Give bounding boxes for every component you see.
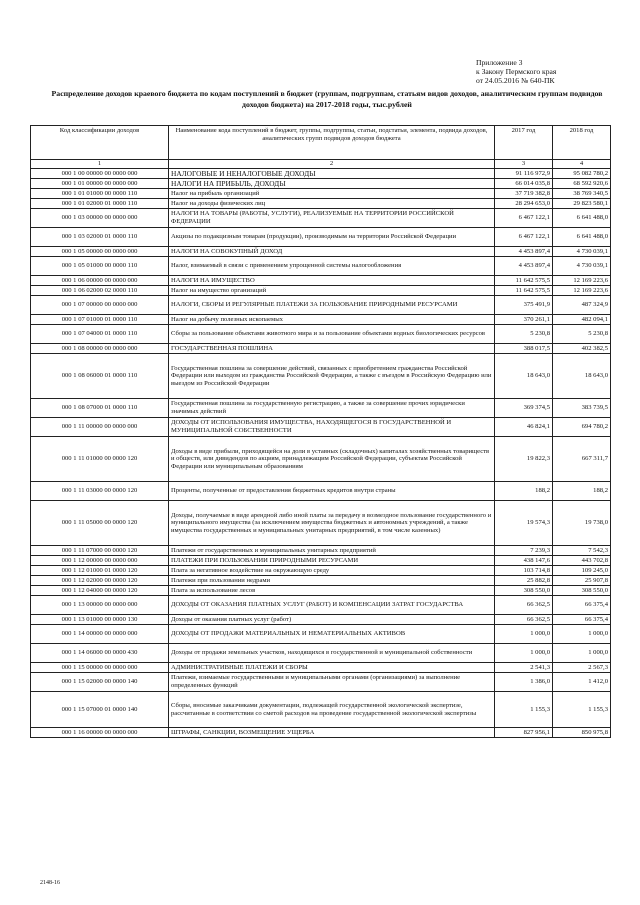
table-row: [31, 586, 611, 596]
amount-2017-cell: 5 230,8: [495, 325, 553, 344]
income-name-cell: Плата за негативное воздействие на окружающую среду: [169, 566, 495, 576]
income-name-cell: НАЛОГОВЫЕ И НЕНАЛОГОВЫЕ ДОХОДЫ: [169, 169, 495, 179]
income-code-cell: 000 1 06 02000 02 0000 110: [31, 286, 169, 296]
amount-2018-cell: 1 412,0: [553, 673, 611, 692]
income-code-cell: 000 1 03 02000 01 0000 110: [31, 228, 169, 247]
income-name-cell: Государственная пошлина за совершение действий, связанных с приобретением гражданства Российской Федерации или выходом из гражданства Российской Федерации, а также с въездом в Российскую Федерацию или выездом из Российской Федерации: [169, 354, 495, 399]
income-name-cell: ДОХОДЫ ОТ ИСПОЛЬЗОВАНИЯ ИМУЩЕСТВА, НАХОДЯЩЕГОСЯ В ГОСУДАРСТВЕННОЙ И МУНИЦИПАЛЬНОЙ СОБСТВЕННОСТИ: [169, 418, 495, 437]
amount-2017-cell: 1 155,3: [495, 692, 553, 728]
income-name-cell: НАЛОГИ НА СОВОКУПНЫЙ ДОХОД: [169, 247, 495, 257]
header-code: Код классификации доходов: [31, 126, 169, 160]
column-index: 3: [495, 160, 553, 169]
appendix-line-1: Приложение 3: [476, 58, 523, 67]
document-title: Распределение доходов краевого бюджета по кодам поступлений в бюджет (группам, подгруппам, статьям видов доходов, аналитическим группам подвидов доходов бюджета) на 2017-2018 годы, тыс.рублей: [51, 89, 603, 109]
table-row: [31, 247, 611, 257]
income-code-cell: 000 1 16 00000 00 0000 000: [31, 728, 169, 738]
table-row: [31, 482, 611, 501]
amount-2018-cell: 308 550,0: [553, 586, 611, 596]
income-name-cell: Налог на имущество организаций: [169, 286, 495, 296]
income-name-cell: Платежи, взимаемые государственными и муниципальными органами (организациями) за выполнение определенных функций: [169, 673, 495, 692]
income-name-cell: НАЛОГИ НА ТОВАРЫ (РАБОТЫ, УСЛУГИ), РЕАЛИЗУЕМЫЕ НА ТЕРРИТОРИИ РОССИЙСКОЙ ФЕДЕРАЦИИ: [169, 209, 495, 228]
amount-2018-cell: 25 907,8: [553, 576, 611, 586]
table-row: [31, 576, 611, 586]
table-row: [31, 625, 611, 644]
income-code-cell: 000 1 05 01000 00 0000 110: [31, 257, 169, 276]
income-name-cell: Доходы в виде прибыли, приходящейся на доли в уставных (складочных) капиталах хозяйственных товариществ и обществ, или дивидендов по акциям, принадлежащим Российской Федерации, субъектам Российской Федерации или муниципальным образованиям: [169, 437, 495, 482]
income-name-cell: Государственная пошлина за государственную регистрацию, а также за совершение прочих юридически значимых действий: [169, 399, 495, 418]
income-code-cell: 000 1 13 00000 00 0000 000: [31, 596, 169, 615]
table-row: [31, 286, 611, 296]
income-name-cell: Доходы, получаемые в виде арендной либо иной платы за передачу в возмездное пользование государственного и муниципального имущества (за исключением имущества бюджетных и автономных учреждений, а также имущества государственных и муниципальных унитарных предприятий, в том числе казенных): [169, 501, 495, 546]
header-2017: 2017 год: [495, 126, 553, 160]
amount-2018-cell: 850 975,8: [553, 728, 611, 738]
amount-2017-cell: 369 374,5: [495, 399, 553, 418]
amount-2017-cell: 19 574,3: [495, 501, 553, 546]
amount-2018-cell: 487 324,9: [553, 296, 611, 315]
amount-2017-cell: 91 116 972,9: [495, 169, 553, 179]
income-code-cell: 000 1 01 02000 01 0000 110: [31, 199, 169, 209]
income-code-cell: 000 1 14 00000 00 0000 000: [31, 625, 169, 644]
income-code-cell: 000 1 12 02000 00 0000 120: [31, 576, 169, 586]
table-row: [31, 673, 611, 692]
amount-2017-cell: 188,2: [495, 482, 553, 501]
appendix-line-3: от 24.05.2016 № 640-ПК: [476, 76, 555, 85]
income-name-cell: ДОХОДЫ ОТ ОКАЗАНИЯ ПЛАТНЫХ УСЛУГ (РАБОТ) И КОМПЕНСАЦИИ ЗАТРАТ ГОСУДАРСТВА: [169, 596, 495, 615]
amount-2018-cell: 2 567,3: [553, 663, 611, 673]
amount-2017-cell: 66 362,5: [495, 615, 553, 625]
amount-2018-cell: 38 769 340,5: [553, 189, 611, 199]
table-row: [31, 199, 611, 209]
amount-2017-cell: 4 453 897,4: [495, 257, 553, 276]
income-name-cell: Платежи при пользовании недрами: [169, 576, 495, 586]
income-name-cell: Доходы от продажи земельных участков, находящихся в государственной и муниципальной собственности: [169, 644, 495, 663]
amount-2017-cell: 370 261,1: [495, 315, 553, 325]
header-name: Наименование кода поступлений в бюджет, группы, подгруппы, статьи, подстатьи, элемента, подвида доходов, аналитических групп подвидов доходов бюджета: [169, 126, 495, 160]
income-code-cell: 000 1 12 04000 00 0000 120: [31, 586, 169, 596]
income-code-cell: 000 1 14 06000 00 0000 430: [31, 644, 169, 663]
income-code-cell: 000 1 15 07000 01 0000 140: [31, 692, 169, 728]
amount-2017-cell: 438 147,6: [495, 556, 553, 566]
income-name-cell: Платежи от государственных и муниципальных унитарных предприятий: [169, 546, 495, 556]
table-row: [31, 315, 611, 325]
income-code-cell: 000 1 08 07000 01 0000 110: [31, 399, 169, 418]
income-name-cell: Налог на доходы физических лиц: [169, 199, 495, 209]
amount-2017-cell: 6 467 122,1: [495, 228, 553, 247]
amount-2017-cell: 66 362,5: [495, 596, 553, 615]
table-row: [31, 189, 611, 199]
header-row: [31, 126, 611, 160]
amount-2017-cell: 11 642 575,5: [495, 286, 553, 296]
income-code-cell: 000 1 08 00000 00 0000 000: [31, 344, 169, 354]
footer-code: 2148-16: [40, 880, 60, 886]
income-code-cell: 000 1 12 01000 01 0000 120: [31, 566, 169, 576]
table-row: [31, 566, 611, 576]
amount-2018-cell: 1 155,3: [553, 692, 611, 728]
table-row: [31, 418, 611, 437]
amount-2018-cell: 4 730 039,1: [553, 247, 611, 257]
amount-2017-cell: 37 719 382,8: [495, 189, 553, 199]
income-code-cell: 000 1 01 00000 00 0000 000: [31, 179, 169, 189]
table-row: [31, 325, 611, 344]
appendix-line-2: к Закону Пермского края: [476, 67, 557, 76]
amount-2017-cell: 1 000,0: [495, 625, 553, 644]
table-row: [31, 728, 611, 738]
amount-2018-cell: 1 000,0: [553, 625, 611, 644]
income-code-cell: 000 1 08 06000 01 0000 110: [31, 354, 169, 399]
amount-2018-cell: 18 643,0: [553, 354, 611, 399]
income-name-cell: АДМИНИСТРАТИВНЫЕ ПЛАТЕЖИ И СБОРЫ: [169, 663, 495, 673]
amount-2017-cell: 18 643,0: [495, 354, 553, 399]
amount-2018-cell: 6 641 488,0: [553, 209, 611, 228]
table-row: [31, 354, 611, 399]
table-row: [31, 501, 611, 546]
amount-2018-cell: 482 094,1: [553, 315, 611, 325]
table-row: [31, 296, 611, 315]
header-2018: 2018 год: [553, 126, 611, 160]
amount-2017-cell: 6 467 122,1: [495, 209, 553, 228]
amount-2017-cell: 66 014 035,8: [495, 179, 553, 189]
table-row: [31, 209, 611, 228]
amount-2017-cell: 2 541,3: [495, 663, 553, 673]
revenue-table-body: [31, 126, 611, 738]
amount-2018-cell: 109 245,0: [553, 566, 611, 576]
amount-2017-cell: 1 386,0: [495, 673, 553, 692]
amount-2017-cell: 11 642 575,5: [495, 276, 553, 286]
income-code-cell: 000 1 07 04000 01 0000 110: [31, 325, 169, 344]
income-name-cell: Доходы от оказания платных услуг (работ): [169, 615, 495, 625]
table-row: [31, 169, 611, 179]
appendix-reference: [476, 58, 626, 85]
amount-2017-cell: 827 956,1: [495, 728, 553, 738]
income-name-cell: ПЛАТЕЖИ ПРИ ПОЛЬЗОВАНИИ ПРИРОДНЫМИ РЕСУРСАМИ: [169, 556, 495, 566]
amount-2018-cell: 29 823 580,1: [553, 199, 611, 209]
income-code-cell: 000 1 00 00000 00 0000 000: [31, 169, 169, 179]
amount-2017-cell: 46 824,1: [495, 418, 553, 437]
amount-2017-cell: 25 882,8: [495, 576, 553, 586]
amount-2018-cell: 66 375,4: [553, 596, 611, 615]
amount-2018-cell: 667 311,7: [553, 437, 611, 482]
amount-2018-cell: 383 739,5: [553, 399, 611, 418]
income-name-cell: НАЛОГИ НА ПРИБЫЛЬ, ДОХОДЫ: [169, 179, 495, 189]
amount-2018-cell: 694 780,2: [553, 418, 611, 437]
amount-2017-cell: 388 017,5: [495, 344, 553, 354]
table-row: [31, 556, 611, 566]
income-name-cell: Налог на добычу полезных ископаемых: [169, 315, 495, 325]
amount-2018-cell: 95 082 780,2: [553, 169, 611, 179]
amount-2018-cell: 1 000,0: [553, 644, 611, 663]
table-row: [31, 179, 611, 189]
income-code-cell: 000 1 03 00000 00 0000 000: [31, 209, 169, 228]
income-code-cell: 000 1 07 00000 00 0000 000: [31, 296, 169, 315]
income-code-cell: 000 1 01 01000 00 0000 110: [31, 189, 169, 199]
income-code-cell: 000 1 11 05000 00 0000 120: [31, 501, 169, 546]
table-row: [31, 437, 611, 482]
income-code-cell: 000 1 07 01000 01 0000 110: [31, 315, 169, 325]
amount-2018-cell: 19 738,0: [553, 501, 611, 546]
amount-2018-cell: 402 382,5: [553, 344, 611, 354]
income-code-cell: 000 1 06 00000 00 0000 000: [31, 276, 169, 286]
amount-2018-cell: 188,2: [553, 482, 611, 501]
table-row: [31, 228, 611, 247]
amount-2018-cell: 68 592 920,6: [553, 179, 611, 189]
table-row: [31, 692, 611, 728]
table-row: [31, 663, 611, 673]
income-code-cell: 000 1 11 01000 00 0000 120: [31, 437, 169, 482]
amount-2018-cell: 7 542,3: [553, 546, 611, 556]
income-code-cell: 000 1 11 03000 00 0000 120: [31, 482, 169, 501]
amount-2017-cell: 375 491,9: [495, 296, 553, 315]
income-name-cell: Плата за использование лесов: [169, 586, 495, 596]
income-name-cell: ГОСУДАРСТВЕННАЯ ПОШЛИНА: [169, 344, 495, 354]
income-code-cell: 000 1 15 02000 00 0000 140: [31, 673, 169, 692]
amount-2018-cell: 12 169 223,6: [553, 286, 611, 296]
amount-2018-cell: 6 641 488,0: [553, 228, 611, 247]
income-code-cell: 000 1 12 00000 00 0000 000: [31, 556, 169, 566]
income-name-cell: ДОХОДЫ ОТ ПРОДАЖИ МАТЕРИАЛЬНЫХ И НЕМАТЕРИАЛЬНЫХ АКТИВОВ: [169, 625, 495, 644]
column-index: 1: [31, 160, 169, 169]
income-code-cell: 000 1 05 00000 00 0000 000: [31, 247, 169, 257]
income-code-cell: 000 1 11 00000 00 0000 000: [31, 418, 169, 437]
table-row: [31, 344, 611, 354]
amount-2017-cell: 1 000,0: [495, 644, 553, 663]
amount-2017-cell: 7 239,3: [495, 546, 553, 556]
column-index-row: [31, 160, 611, 169]
income-name-cell: ШТРАФЫ, САНКЦИИ, ВОЗМЕЩЕНИЕ УЩЕРБА: [169, 728, 495, 738]
income-code-cell: 000 1 15 00000 00 0000 000: [31, 663, 169, 673]
amount-2017-cell: 4 453 897,4: [495, 247, 553, 257]
amount-2018-cell: 5 230,8: [553, 325, 611, 344]
income-code-cell: 000 1 11 07000 00 0000 120: [31, 546, 169, 556]
column-index: 2: [169, 160, 495, 169]
income-name-cell: НАЛОГИ, СБОРЫ И РЕГУЛЯРНЫЕ ПЛАТЕЖИ ЗА ПОЛЬЗОВАНИЕ ПРИРОДНЫМИ РЕСУРСАМИ: [169, 296, 495, 315]
amount-2017-cell: 103 714,8: [495, 566, 553, 576]
income-code-cell: 000 1 13 01000 00 0000 130: [31, 615, 169, 625]
amount-2018-cell: 443 702,8: [553, 556, 611, 566]
column-index: 4: [553, 160, 611, 169]
amount-2018-cell: 4 730 039,1: [553, 257, 611, 276]
table-row: [31, 546, 611, 556]
table-row: [31, 644, 611, 663]
income-name-cell: Акцизы по подакцизным товарам (продукции), производимым на территории Российской Федерации: [169, 228, 495, 247]
amount-2017-cell: 28 294 653,0: [495, 199, 553, 209]
amount-2018-cell: 12 169 223,6: [553, 276, 611, 286]
amount-2018-cell: 66 375,4: [553, 615, 611, 625]
amount-2017-cell: 308 550,0: [495, 586, 553, 596]
table-row: [31, 399, 611, 418]
table-row: [31, 596, 611, 615]
revenue-table: [30, 125, 611, 738]
table-row: [31, 257, 611, 276]
income-name-cell: НАЛОГИ НА ИМУЩЕСТВО: [169, 276, 495, 286]
income-name-cell: Сборы за пользование объектами животного мира и за пользование объектами водных биологических ресурсов: [169, 325, 495, 344]
income-name-cell: Налог на прибыль организаций: [169, 189, 495, 199]
income-name-cell: Проценты, полученные от предоставления бюджетных кредитов внутри страны: [169, 482, 495, 501]
income-name-cell: Налог, взимаемый в связи с применением упрощенной системы налогообложения: [169, 257, 495, 276]
income-name-cell: Сборы, вносимые заказчиками документации, подлежащей государственной экологической экспертизе, рассчитанные в соответствии со сметой расходов на проведение государственной экологической экспертизы: [169, 692, 495, 728]
table-row: [31, 276, 611, 286]
table-row: [31, 615, 611, 625]
amount-2017-cell: 19 822,3: [495, 437, 553, 482]
